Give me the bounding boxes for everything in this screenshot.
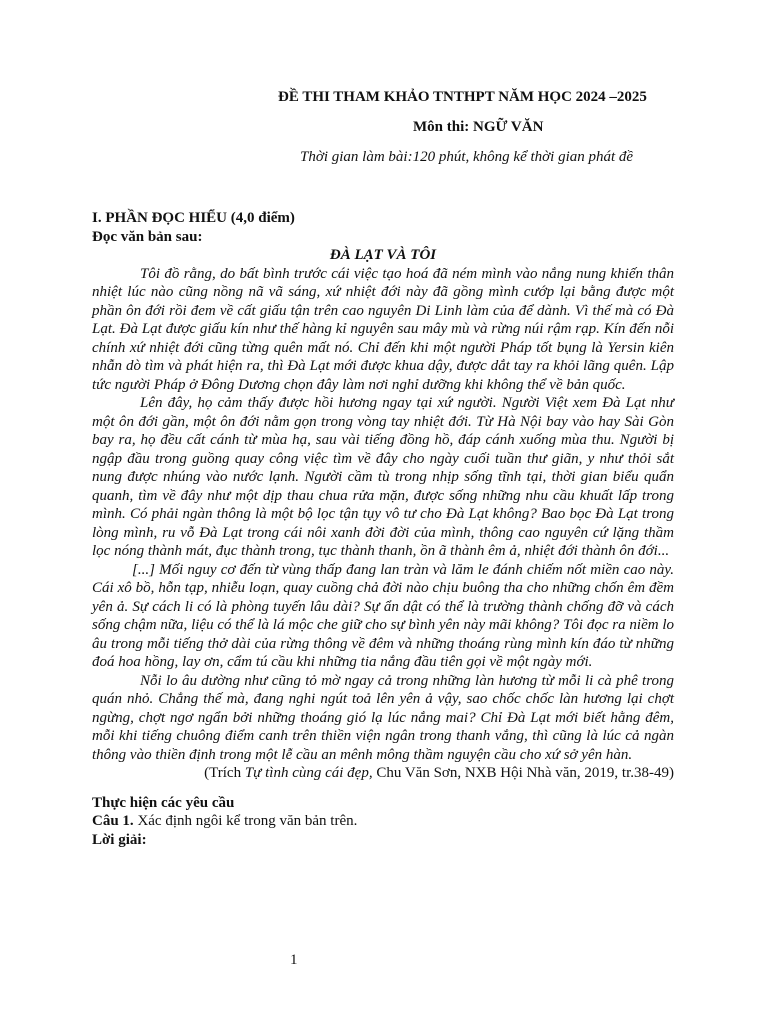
page-number: 1 (290, 952, 298, 968)
question-label: Câu 1. (92, 813, 134, 829)
answer-label: Lời giải: (92, 831, 147, 848)
reading-section (92, 209, 674, 849)
section-heading: I. PHẦN ĐỌC HIỂU (4,0 điểm) (92, 210, 295, 226)
source-work-title: Tự tình cùng cái đẹp, (244, 765, 373, 781)
exam-time-note: Thời gian làm bài:120 phút, không kể thời gian phát đề (300, 149, 634, 165)
passage-paragraph: [...] Mối nguy cơ đến từ vùng thấp đang lan tràn và lăm le đánh chiếm nốt miền cao này. Cái xô bồ, hỗn tạp, nhiễu loạn, quay cuồng chả đời nào chịu buông tha cho những chốn êm đềm yên ả. Sự cách li có là phòng tuyến lâu dài? Sự ẩn dật có thể là trường thành chống đỡ và cách sống chậm nữa, liệu có thể là lá mộc che giữ cho sự bình yên này mãi không? Tôi đọc ra niềm lo âu trong mỗi tiếng thở dài của rừng thông về đêm và những thoáng rùng mình kín đáo từ những đoá hoa hồng, lay ơn, cẩm tú cầu khi những tia nắng đầu tiên gọi về một ngày mới. (92, 561, 674, 670)
passage-paragraph: Tôi đồ rằng, do bất bình trước cái việc tạo hoá đã ném mình vào nắng nung khiến thân nhiệt lúc nào cũng nồng nã vã sáng, xứ nhiệt đới này đã gồng mình cướp lại bằng được một phần ôn đới rồi đem về cất giấu tận trên cao nguyên Di Linh làm của để dành. Vì thế mà có Đà Lạt. Đà Lạt được giấu kín như thế hàng kỉ nguyên sau mây mù và rừng núi rậm rạp. Kín đến nỗi chính xứ nhiệt đới cũng từng quên mất nó. Chỉ đến khi một người Pháp tốt bụng là Yersin kiên nhẫn dò tìm và phát hiện ra, thì Đà Lạt mới được khua dậy, được dắt tay ra khỏi lãng quên. Lập tức người Pháp ở Đông Dương chọn đây làm nơi nghỉ dưỡng khi không thể về bản quốc. (92, 265, 674, 393)
source-details: Chu Văn Sơn, NXB Hội Nhà văn, 2019, tr.38-49) (372, 765, 674, 781)
passage-title: ĐÀ LẠT VÀ TÔI (329, 247, 437, 263)
question-1 (92, 812, 674, 831)
exam-title: ĐỀ THI THAM KHẢO TNTHPT NĂM HỌC 2024 –2025 (278, 89, 647, 105)
exam-subject: Môn thi: NGỮ VĂN (413, 119, 544, 135)
source-prefix: (Trích (204, 765, 245, 781)
question-text: Xác định ngôi kể trong văn bản trên. (133, 813, 358, 829)
passage-paragraph: Nỗi lo âu dường như cũng tỏ mờ ngay cả trong những làn hương từ mỗi li cà phê trong quán nhỏ. Chẳng thế mà, đang nghi ngút toả lên yên ả vậy, sao chốc chốc làn hương lại chợt ngừng, chợt ngơ ngẩn bởi những thoáng gió lạ lúc nắng mai? Chỉ Đà Lạt mới biết hằng đêm, mỗi khi tiếng chuông điểm canh trên thiền viện ngân trong thanh vắng, thì cũng là lúc cả ngàn thông vào thiền định trong một lễ cầu an mênh mông thầm nguyện cầu cho xứ sở yên hàn. (92, 672, 674, 763)
passage-paragraph: Lên đây, họ cảm thấy được hồi hương ngay tại xứ người. Người Việt xem Đà Lạt như một ôn đới gần, một ôn đới nằm gọn trong vòng tay nhiệt đới. Từ Hà Nội bay vào hay Sài Gòn bay ra, họ đều cất cánh từ mùa hạ, sau vài tiếng đồng hồ, đáp cánh xuống mùa thu. Người bị ngập đầu trong guồng quay công việc tìm về đây cho ngày cuối tuần thư giãn, y như thỏi sắt nung được nhúng vào nước lạnh. Người cầm tù trong nhịp sống tĩnh tại, thời gian biểu quẩn quanh, tìm về đây như một dịp thau chua rửa mặn, được sống những nhu cầu khuất lấp trong mình. Có phải ngàn thông là một bộ lọc tận tụy vô tư cho Đà Lạt không? Bao bọc Đà Lạt trong lòng mình, ru vỗ Đà Lạt trong cái nôi xanh đời đời của mình, thông cao nguyên cứ lặng thầm lọc nóng thành mát, đục thành trong, tục thành thanh, ồn ã thành êm ả, nhiệt đới thành ôn đới... (92, 395, 674, 559)
reading-instruction: Đọc văn bản sau: (92, 228, 203, 245)
task-heading: Thực hiện các yêu cầu (92, 794, 235, 811)
passage-source (92, 764, 674, 783)
